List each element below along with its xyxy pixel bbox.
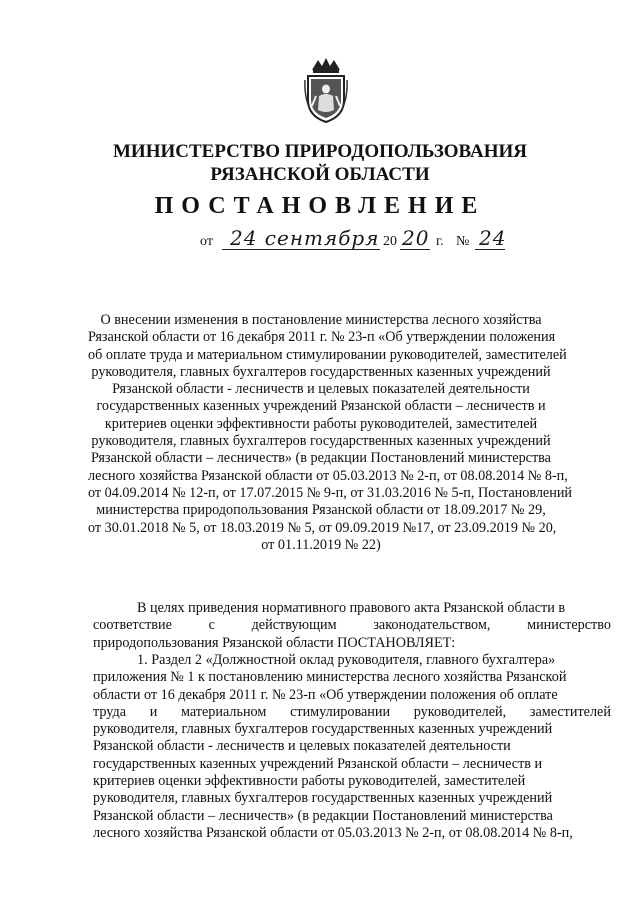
title-line: от 04.09.2014 № 12-п, от 17.07.2015 № 9-п, от 31.03.2016 № 5-п, Постановлений [88, 484, 573, 501]
handwritten-date: 24 сентября [230, 226, 380, 250]
paragraph-line-justified [93, 704, 611, 721]
title-line: руководителя, главных бухгалтеров государственных казенных учреждений [91, 433, 551, 450]
title-line: об оплате труда и материальном стимулировании руководителей, заместителей [88, 346, 567, 363]
word: труда [93, 703, 126, 720]
title-line: от 01.11.2019 № 22) [261, 536, 381, 553]
word: с [208, 617, 215, 634]
paragraph-line: приложения № 1 к постановлению министерства лесного хозяйства Рязанской [93, 669, 567, 686]
title-line: министерства природопользования Рязанской области от 18.09.2017 № 29, [96, 502, 546, 519]
title-line: руководителя, главных бухгалтеров государственных казенных учреждений [91, 363, 551, 380]
word: стимулировании [290, 703, 391, 720]
word: руководителей, [413, 703, 507, 720]
paragraph-line: области от 16 декабря 2011 г. № 23-п «Об утверждении положения об оплате [93, 686, 558, 703]
date-number-line [200, 226, 520, 256]
paragraph-preamble [93, 600, 611, 652]
year-prefix: 20 [383, 234, 397, 249]
title-line: лесного хозяйства Рязанской области от 05.03.2013 № 2-п, от 08.08.2014 № 8-п, [88, 467, 568, 484]
word: и [149, 703, 158, 720]
date-prefix: от [200, 234, 213, 249]
paragraph-line: критериев оценки эффективности работы руководителей, заместителей [93, 773, 526, 790]
paragraph-line: руководителя, главных бухгалтеров государственных казенных учреждений [93, 790, 553, 807]
number-label: № [456, 234, 470, 249]
document-title [88, 312, 573, 554]
title-line: критериев оценки эффективности работы руководителей, заместителей [104, 415, 538, 432]
coat-of-arms-emblem [304, 56, 348, 124]
title-line: Рязанской области от 16 декабря 2011 г. № 23-п «Об утверждении положения [88, 329, 556, 346]
handwritten-year: 20 [402, 226, 430, 250]
paragraph-line: В целях приведения нормативного правового акта Рязанской области в [137, 600, 566, 616]
title-line: О внесении изменения в постановление министерства лесного хозяйства [100, 312, 542, 328]
handwritten-number: 24 [479, 226, 507, 250]
word: министерство [527, 617, 611, 634]
ministry-name-line2: РЯЗАНСКОЙ ОБЛАСТИ [210, 164, 430, 185]
paragraph-line: Рязанской области – лесничеств» (в редакции Постановлений министерства [93, 807, 553, 824]
paragraph-line: руководителя, главных бухгалтеров государственных казенных учреждений [93, 721, 553, 738]
paragraph-item-1 [93, 652, 611, 842]
paragraph-line: Рязанской области - лесничеств и целевых показателей деятельности [93, 738, 511, 755]
document-type-heading: ПОСТАНОВЛЕНИЕ [154, 193, 486, 219]
paragraph-line: лесного хозяйства Рязанской области от 05.03.2013 № 2-п, от 08.08.2014 № 8-п, [93, 824, 573, 841]
word: материальном [181, 703, 267, 720]
title-line: Рязанской области – лесничеств» (в редакции Постановлений министерства [91, 450, 551, 467]
title-line: от 30.01.2018 № 5, от 18.03.2019 № 5, от 09.09.2019 №17, от 23.09.2019 № 20, [88, 519, 557, 536]
word: действующим [251, 617, 337, 634]
paragraph-line-justified [93, 617, 611, 634]
paragraph-line: 1. Раздел 2 «Должностной оклад руководителя, главного бухгалтера» [137, 652, 556, 668]
word: соответствие [93, 617, 172, 634]
year-suffix: г. [436, 234, 444, 249]
title-line: Рязанской области - лесничеств и целевых показателей деятельности [112, 381, 530, 398]
paragraph-line: государственных казенных учреждений Рязанской области – лесничеств и [93, 755, 543, 772]
title-line: государственных казенных учреждений Рязанской области – лесничеств и [96, 398, 546, 415]
word: заместителей [529, 703, 611, 720]
paragraph-line: природопользования Рязанской области ПОСТАНОВЛЯЕТ: [93, 634, 456, 651]
word: законодательством, [373, 617, 491, 634]
ministry-name-line1: МИНИСТЕРСТВО ПРИРОДОПОЛЬЗОВАНИЯ [112, 141, 527, 162]
